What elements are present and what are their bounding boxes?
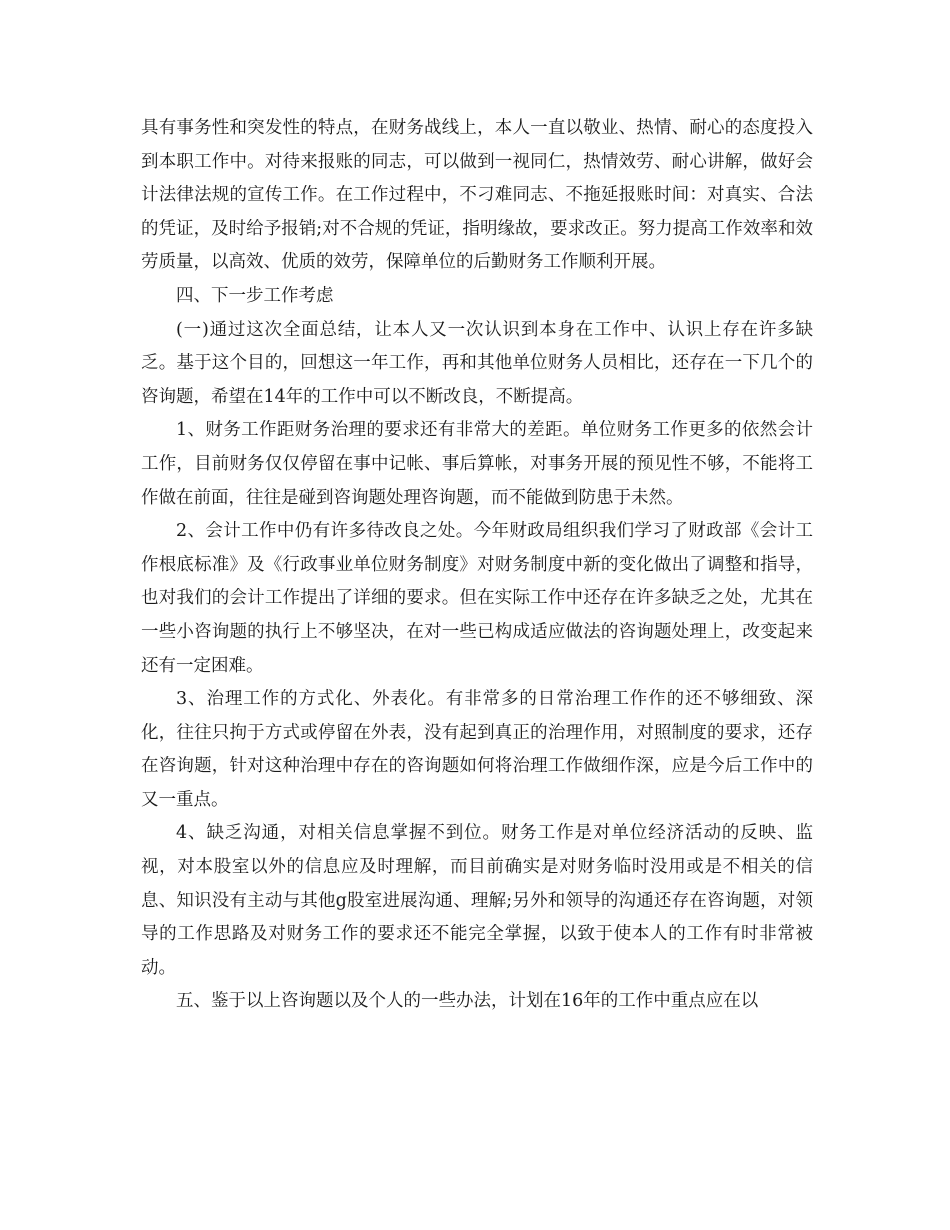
paragraph-summary-intro: (一)通过这次全面总结，让本人又一次认识到本身在工作中、认识上存在许多缺乏。基于这个目的，回想这一年工作，再和其他单位财务人员相比，还存在一下几个的咨询题，希望在14年的工作中可以不断改良，不断提高。 — [141, 319, 813, 407]
paragraph-item-1: 1、财务工作距财务治理的要求还有非常大的差距。单位财务工作更多的依然会计工作，目前财务仅仅停留在事中记帐、事后算帐，对事务开展的预见性不够，不能将工作做在前面，往往是碰到咨询题处理咨询题，而不能做到防患于未然。 — [141, 420, 813, 508]
section-heading-next-steps: 四、下一步工作考虑 — [176, 285, 334, 306]
paragraph-section-5-start: 五、鉴于以上咨询题以及个人的一些办法，计划在16年的工作中重点应在以 — [176, 991, 759, 1012]
paragraph-item-4: 4、缺乏沟通，对相关信息掌握不到位。财务工作是对单位经济活动的反映、监视，对本股室以外的信息应及时理解，而目前确实是对财务临时没用或是不相关的信息、知识没有主动与其他g股室进展沟通、理解;另外和领导的沟通还存在咨询题，对领导的工作思路及对财务工作的要求还不能完全掌握，以致于使本人的工作有时非常被动。 — [141, 823, 813, 978]
paragraph-continuation: 具有事务性和突发性的特点，在财务战线上，本人一直以敬业、热情、耐心的态度投入到本职工作中。对待来报账的同志，可以做到一视同仁，热情效劳、耐心讲解，做好会计法律法规的宣传工作。在工作过程中，不刁难同志、不拖延报账时间：对真实、合法的凭证，及时给予报销;对不合规的凭证，指明缘故，要求改正。努力提高工作效率和效劳质量，以高效、优质的效劳，保障单位的后勤财务工作顺利开展。 — [141, 118, 813, 273]
paragraph-item-2: 2、会计工作中仍有许多待改良之处。今年财政局组织我们学习了财政部《会计工作根底标准》及《行政事业单位财务制度》对财务制度中新的变化做出了调整和指导，也对我们的会计工作提出了详细的要求。但在实际工作中还存在许多缺乏之处，尤其在一些小咨询题的执行上不够坚决，在对一些已构成适应做法的咨询题处理上，改变起来还有一定困难。 — [141, 521, 813, 676]
paragraph-item-3: 3、治理工作的方式化、外表化。有非常多的日常治理工作作的还不够细致、深化，往往只拘于方式或停留在外表，没有起到真正的治理作用，对照制度的要求，还存在咨询题，针对这种治理中存在的咨询题如何将治理工作做细作深，应是今后工作中的又一重点。 — [141, 689, 813, 810]
document-body — [141, 112, 813, 1019]
